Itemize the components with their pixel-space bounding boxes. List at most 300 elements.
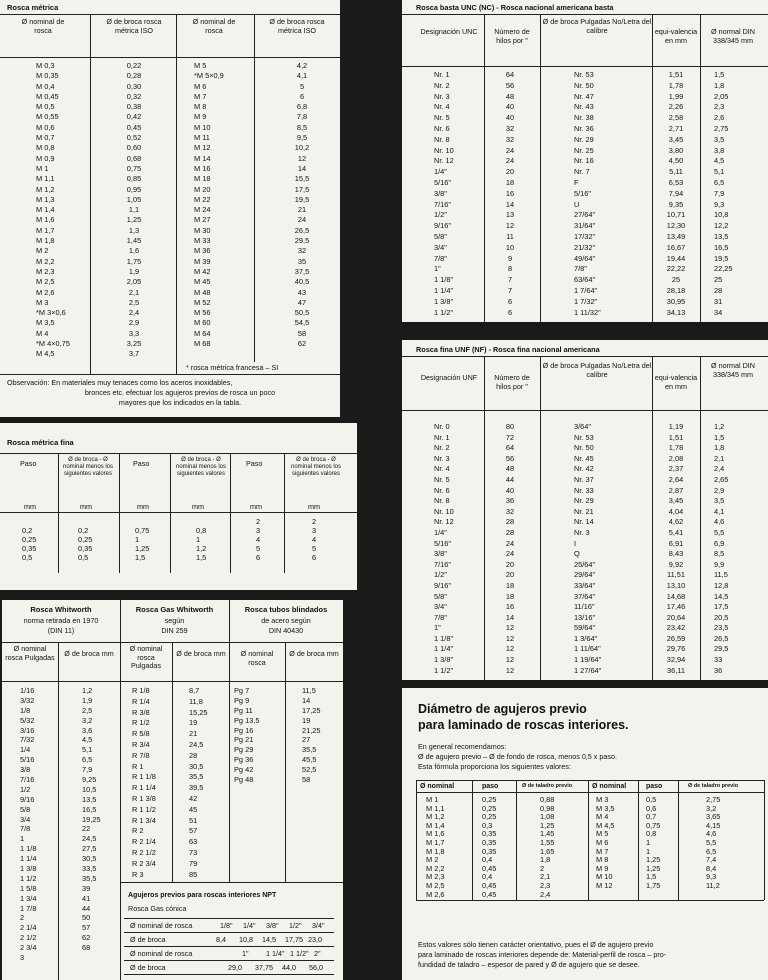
title-gas-whitworth: Rosca Gas Whitworth: [135, 605, 214, 614]
table-cell: 5: [312, 544, 317, 553]
table-cell: 3,5: [714, 134, 725, 144]
table-cell: 1 1/4": [266, 949, 285, 958]
table-cell: 33: [714, 655, 723, 665]
table-cell: M 2,2: [426, 863, 445, 873]
table-cell: M 9: [194, 112, 207, 122]
rule: [402, 14, 768, 15]
table-cell: 1/4: [20, 745, 31, 755]
table-cell: 19: [302, 715, 311, 725]
table-cell: 32,94: [666, 655, 686, 665]
table-cell: 2,4: [714, 464, 725, 474]
table-cell: M 2,6: [36, 287, 55, 297]
table-cell: 35,5: [302, 745, 317, 755]
table-cell: 12: [297, 153, 307, 163]
npt-row3-label: Ø nominal de rosca: [130, 949, 193, 958]
column-taladro-b: [706, 796, 720, 891]
table-cell: 10,71: [666, 210, 686, 220]
table-cell: 9/16": [434, 221, 452, 231]
table-cell: M 45: [194, 277, 211, 287]
rule: [472, 780, 473, 900]
panel-rosca-metrica-fina: [0, 423, 357, 590]
table-cell: M 1,2: [426, 812, 445, 822]
column-nominal-a: [36, 61, 70, 360]
table-cell: 1 3/64": [574, 633, 598, 643]
table-cell: 58: [302, 775, 311, 785]
table-cell: 1 1/8": [434, 633, 454, 643]
table-cell: 9,3: [714, 199, 725, 209]
rule: [402, 66, 768, 67]
table-cell: 1: [646, 846, 651, 856]
title-laminado-2: para laminado de roscas interiores.: [418, 718, 629, 732]
title-unf: Rosca fina UNF (NF) - Rosca fina nacional americana: [416, 345, 600, 354]
table-cell: 8,5: [296, 122, 308, 132]
table-cell: M 0,8: [36, 143, 55, 153]
rule: [402, 356, 768, 357]
table-cell: 1 1/4: [20, 854, 37, 864]
table-cell: 3,2: [706, 803, 717, 813]
table-cell: 8,43: [668, 549, 684, 559]
subtitle-npt: Rosca Gas cónica: [128, 904, 187, 913]
table-cell: Nr. 3: [574, 527, 590, 537]
table-cell: 7/8: [20, 824, 31, 834]
table-cell: M 4,5: [36, 349, 55, 359]
header-designacion: Designación UNF: [420, 373, 478, 382]
table-cell: 62: [297, 339, 307, 349]
table-cell: 4,5: [714, 156, 725, 166]
header-broca-mm: Ø de broca mm: [64, 649, 114, 658]
table-cell: 30,95: [666, 296, 686, 306]
header-broca-pulgadas: Ø de broca Pulgadas No/Letra del calibre: [542, 361, 652, 379]
table-cell: Nr. 6: [434, 123, 450, 133]
table-cell: 3,8: [714, 145, 725, 155]
table-cell: 7,94: [668, 188, 684, 198]
table-cell: 3,2: [82, 715, 93, 725]
table-cell: M 1,7: [36, 225, 55, 235]
table-cell: 24: [297, 215, 307, 225]
table-cell: 1,3: [128, 225, 140, 235]
table-cell: 9,35: [668, 199, 684, 209]
subtitle-tubos-din: DIN 40430: [268, 626, 304, 635]
npt-row2-label: Ø de broca: [130, 935, 166, 944]
column-broca-c: [312, 517, 316, 562]
table-cell: M 27: [194, 215, 211, 225]
table-cell: 50,5: [294, 308, 310, 318]
table-cell: M 2,5: [36, 277, 55, 287]
table-cell: 2,3: [540, 880, 551, 890]
table-cell: 6,91: [668, 538, 684, 548]
table-cell: 2,37: [668, 464, 684, 474]
table-cell: R 7/8: [132, 750, 150, 760]
rule: [402, 410, 768, 411]
table-cell: 4,15: [706, 820, 721, 830]
table-cell: 0,88: [540, 795, 555, 804]
table-cell: M 0,7: [36, 133, 55, 143]
column-whitworth-nominal: [20, 686, 36, 963]
table-cell: 1,5: [714, 70, 725, 79]
table-cell: Nr. 6: [434, 485, 450, 495]
column-unc-designacion: [434, 70, 454, 318]
table-cell: 40: [505, 113, 515, 123]
table-cell: 44: [505, 474, 515, 484]
table-cell: M 24: [194, 205, 211, 215]
table-cell: M 1,1: [36, 174, 55, 184]
table-cell: 16,5: [714, 242, 729, 252]
table-cell: 2,75: [706, 795, 721, 804]
table-cell: 40: [505, 102, 515, 112]
table-cell: 11/16": [574, 602, 595, 612]
table-cell: M 10: [596, 872, 613, 882]
table-cell: 1 7/64": [574, 285, 598, 295]
table-cell: 29,5: [714, 644, 729, 654]
table-cell: M 1,7: [426, 837, 445, 847]
table-cell: 1 1/2": [434, 307, 454, 317]
table-cell: 41: [82, 893, 91, 903]
table-cell: M 1,2: [36, 184, 55, 194]
table-cell: 0,85: [126, 174, 142, 184]
table-cell: Pg 13,5: [234, 715, 260, 725]
table-cell: 28,18: [666, 285, 686, 295]
table-cell: Nr. 2: [434, 443, 450, 453]
table-cell: 1 3/8": [434, 655, 454, 665]
panel-unc: [402, 0, 768, 322]
header-hilos: Número de hilos por ": [494, 373, 530, 391]
table-cell: M 33: [194, 236, 211, 246]
column-broca-a: [78, 526, 92, 562]
table-cell: 0,5: [646, 795, 657, 804]
table-cell: M 1,3: [36, 194, 55, 204]
header-normal-din: Ø normal DIN 338/345 mm: [711, 361, 755, 379]
header-col1: Ø nominal de rosca: [21, 17, 65, 35]
table-cell: 12: [505, 623, 515, 633]
table-cell: 5/16: [20, 755, 35, 765]
header-nominal-tubos: Ø nominal rosca: [240, 649, 274, 667]
table-cell: 0,35: [78, 544, 93, 553]
table-cell: M 64: [194, 328, 211, 338]
table-cell: R 1/2: [132, 718, 150, 728]
table-cell: 2,9: [128, 318, 140, 328]
table-cell: M 36: [194, 246, 211, 256]
table-cell: 48: [505, 464, 515, 474]
table-cell: 25: [714, 275, 723, 285]
table-cell: 0,25: [78, 535, 93, 544]
table-cell: 12: [505, 665, 515, 675]
table-cell: 0,4: [482, 855, 493, 865]
column-gas-nominal: [132, 686, 156, 880]
table-cell: 1 11/32": [574, 307, 601, 317]
table-cell: 3/16: [20, 725, 35, 735]
table-cell: 12: [505, 221, 515, 231]
rule: [764, 780, 765, 900]
table-cell: R 1/8: [132, 686, 150, 695]
table-cell: M 60: [194, 318, 211, 328]
table-cell: 68: [82, 943, 91, 953]
column-unc-hilos: [496, 70, 524, 318]
subtitle-gas-din: DIN 259: [161, 626, 188, 635]
table-cell: 42: [189, 793, 198, 803]
table-cell: 0,45: [482, 889, 497, 899]
table-cell: 56: [505, 453, 515, 463]
table-cell: 43: [297, 287, 307, 297]
table-cell: 14,5: [262, 935, 276, 944]
table-cell: 19: [189, 718, 198, 728]
observacion-line2: bronces etc. efectuar los agujeros previos de rosca un poco: [84, 388, 276, 397]
table-cell: M 6: [596, 837, 609, 847]
rule: [416, 780, 764, 781]
table-cell: M 42: [194, 266, 211, 276]
table-cell: 2,6: [714, 113, 725, 123]
column-unf-hilos: [496, 422, 524, 676]
table-cell: 20,64: [666, 612, 686, 622]
unit-mm: mm: [192, 502, 204, 511]
table-cell: 1 27/64": [574, 665, 602, 675]
table-cell: 18: [505, 591, 515, 601]
table-cell: Nr. 29: [574, 496, 594, 506]
table-cell: M 1,4: [426, 820, 445, 830]
table-cell: 3/4": [434, 242, 447, 252]
table-cell: M 4,5: [596, 820, 615, 830]
table-cell: Pg 9: [234, 695, 250, 705]
header-taladro-b: Ø de taladro previo: [688, 783, 739, 789]
table-cell: Nr. 45: [574, 453, 594, 463]
table-cell: Nr. 47: [574, 91, 594, 101]
table-cell: Nr. 12: [434, 156, 454, 166]
table-cell: 29,0: [228, 963, 242, 972]
rule: [284, 453, 285, 573]
table-cell: 0,95: [126, 184, 142, 194]
table-cell: 1 7/32": [574, 296, 598, 306]
column-gas-broca: [189, 686, 208, 880]
table-cell: 1 11/64": [574, 644, 601, 654]
unit-mm: mm: [80, 502, 92, 511]
header-normal-din: Ø normal DIN 338/345 mm: [711, 27, 755, 45]
header-paso-3: Paso: [246, 459, 263, 468]
table-cell: M 8: [596, 855, 609, 865]
table-cell: 58: [297, 328, 307, 338]
table-cell: 24,5: [82, 834, 97, 844]
table-cell: R 1 3/8: [132, 793, 156, 803]
table-cell: Nr. 3: [434, 453, 450, 463]
table-cell: Pg 21: [234, 735, 254, 745]
table-cell: 36: [714, 665, 723, 675]
table-cell: 1 1/8: [20, 844, 37, 854]
table-cell: 29,5: [294, 236, 310, 246]
table-cell: 3: [20, 953, 25, 963]
table-cell: 11,5: [302, 686, 316, 695]
table-cell: 11,8: [189, 696, 203, 706]
table-cell: M 7: [194, 91, 207, 101]
table-cell: Nr. 42: [574, 464, 594, 474]
table-cell: 7/8": [434, 612, 447, 622]
table-cell: 5/16": [434, 177, 452, 187]
table-cell: 5/8: [20, 804, 31, 814]
table-cell: Nr. 5: [434, 113, 450, 123]
table-cell: 2: [312, 517, 317, 526]
table-cell: 2,87: [668, 485, 684, 495]
table-cell: 9,9: [714, 559, 725, 569]
table-cell: R 1/4: [132, 696, 150, 706]
table-cell: 25: [671, 275, 681, 285]
table-cell: 5/8": [434, 231, 447, 241]
table-cell: 47: [297, 297, 307, 307]
table-cell: 13,5: [82, 794, 97, 804]
table-cell: 5/32: [20, 715, 35, 725]
title-whitworth: Rosca Whitworth: [30, 605, 92, 614]
column-taladro-a: [540, 796, 554, 899]
table-cell: M 1,6: [36, 215, 55, 225]
table-cell: 32: [505, 134, 515, 144]
panel-rosca-metrica: [0, 0, 340, 417]
table-cell: 1,51: [668, 432, 684, 442]
table-cell: Nr. 12: [434, 517, 454, 527]
table-cell: 1,5: [646, 872, 657, 882]
title-rosca-metrica: Rosca métrica: [7, 3, 59, 12]
table-cell: 7: [507, 275, 513, 285]
table-cell: Nr. 2: [434, 80, 450, 90]
table-cell: Nr. 0: [434, 422, 450, 431]
table-cell: 5/8": [434, 591, 447, 601]
table-cell: M 2: [36, 246, 49, 256]
table-cell: 13: [505, 210, 515, 220]
table-cell: M 1: [426, 795, 439, 804]
rule: [516, 780, 517, 900]
table-cell: M 12: [194, 143, 211, 153]
table-cell: M 5: [596, 829, 609, 839]
table-cell: M 2,3: [36, 266, 55, 276]
table-cell: 4,5: [82, 735, 93, 745]
header-broca-3: Ø de broca - Ø nominal menos los siguientes valores: [290, 457, 342, 477]
table-cell: 16: [505, 602, 515, 612]
table-cell: 0,25: [22, 535, 37, 544]
table-cell: 1,45: [126, 236, 142, 246]
table-cell: Nr. 10: [434, 145, 454, 155]
table-cell: M 2,2: [36, 256, 55, 266]
table-cell: 16,5: [82, 804, 97, 814]
table-cell: 63: [189, 837, 198, 847]
table-cell: 62: [82, 933, 91, 943]
rule: [2, 642, 343, 643]
table-cell: 0,35: [482, 846, 497, 856]
table-cell: M 0,4: [36, 81, 55, 91]
table-cell: 0,75: [126, 163, 142, 173]
table-cell: 2,5: [128, 297, 140, 307]
table-cell: Nr. 1: [434, 70, 450, 79]
rule: [120, 882, 343, 883]
table-cell: 2,64: [668, 474, 684, 484]
table-cell: 6,5: [82, 755, 93, 765]
table-cell: *M 4×0,75: [36, 339, 70, 349]
table-cell: 79: [189, 858, 198, 868]
table-cell: M 1,6: [426, 829, 445, 839]
table-cell: 1/4": [434, 167, 447, 177]
table-cell: 7,4: [706, 855, 717, 865]
rule: [120, 600, 121, 980]
table-cell: 6,8: [296, 102, 308, 112]
table-cell: R 1: [132, 761, 144, 771]
table-cell: 0,68: [126, 153, 142, 163]
table-cell: 31: [714, 296, 723, 306]
table-cell: R 1 1/4: [132, 783, 156, 793]
table-cell: 2,9: [714, 485, 725, 495]
table-cell: Nr. 4: [434, 102, 450, 112]
table-cell: 26,5: [714, 633, 729, 643]
table-cell: 20: [505, 167, 515, 177]
table-cell: 15,5: [294, 174, 310, 184]
table-cell: 25/64": [574, 559, 596, 569]
table-cell: 0,2: [78, 526, 89, 535]
table-cell: Nr. 5: [434, 474, 450, 484]
table-cell: M 1,8: [426, 846, 445, 856]
table-cell: Nr. 1: [434, 432, 450, 442]
rule: [124, 974, 334, 975]
header-broca-pulgadas: Ø de broca Pulgadas No/Letra del calibre: [542, 17, 652, 35]
column-tubos-broca: [302, 686, 321, 785]
table-cell: 4: [312, 535, 317, 544]
table-cell: 36,11: [667, 665, 685, 675]
table-cell: 40,5: [294, 277, 310, 287]
table-cell: 12,2: [714, 221, 729, 231]
table-cell: 56: [505, 80, 515, 90]
table-cell: 3/8": [434, 549, 447, 559]
table-cell: M 9: [596, 863, 609, 873]
table-cell: Nr. 29: [574, 134, 594, 144]
footer-line2: para laminado de roscas interiores depende de: Material-perfil de rosca – pro-: [418, 950, 667, 959]
table-cell: 1 1/2": [290, 949, 309, 958]
table-cell: 12: [505, 655, 515, 665]
table-cell: 63/64": [574, 275, 596, 285]
table-cell: 23,5: [714, 623, 729, 633]
text-recomendamos: En general recomendamos:: [418, 742, 507, 751]
header-nominal-pulgadas-gas: Ø nominal rosca Pulgadas: [129, 644, 163, 670]
table-cell: 12,8: [714, 580, 729, 590]
table-cell: 0,22: [126, 61, 142, 70]
rule: [58, 642, 59, 980]
table-cell: Nr. 8: [434, 496, 450, 506]
table-cell: Nr. 43: [574, 102, 594, 112]
table-cell: R 5/8: [132, 729, 150, 739]
table-cell: 1: [196, 535, 201, 544]
table-cell: 18: [505, 177, 515, 187]
table-cell: 2 3/4: [20, 943, 37, 953]
rule: [484, 356, 485, 680]
table-cell: 1,08: [540, 812, 555, 822]
table-cell: R 1 1/8: [132, 772, 156, 782]
table-cell: 3,5: [714, 496, 725, 506]
table-cell: 29,76: [666, 644, 686, 654]
table-cell: 31/64": [574, 221, 596, 231]
table-cell: 1,99: [668, 91, 684, 101]
table-cell: 1/8": [220, 921, 233, 930]
table-cell: 4,04: [668, 506, 684, 516]
table-cell: Nr. 37: [574, 474, 594, 484]
table-cell: 73: [189, 847, 198, 857]
table-cell: 14: [505, 612, 515, 622]
table-cell: 1/16: [20, 686, 35, 695]
table-cell: 4: [256, 535, 261, 544]
table-cell: 44,0: [282, 963, 296, 972]
table-cell: 16: [505, 188, 515, 198]
rule: [119, 453, 120, 573]
table-cell: 3/8: [20, 765, 31, 775]
table-cell: 54,5: [294, 318, 310, 328]
title-tubos-blindados: Rosca tubos blindados: [244, 605, 328, 614]
table-cell: *M 5×0,9: [194, 71, 224, 81]
table-cell: 0,25: [482, 812, 497, 822]
table-cell: 5: [299, 81, 305, 91]
table-cell: 1,05: [126, 194, 142, 204]
table-cell: 28: [189, 750, 198, 760]
table-cell: 17,25: [302, 705, 321, 715]
table-cell: 0,35: [482, 829, 497, 839]
